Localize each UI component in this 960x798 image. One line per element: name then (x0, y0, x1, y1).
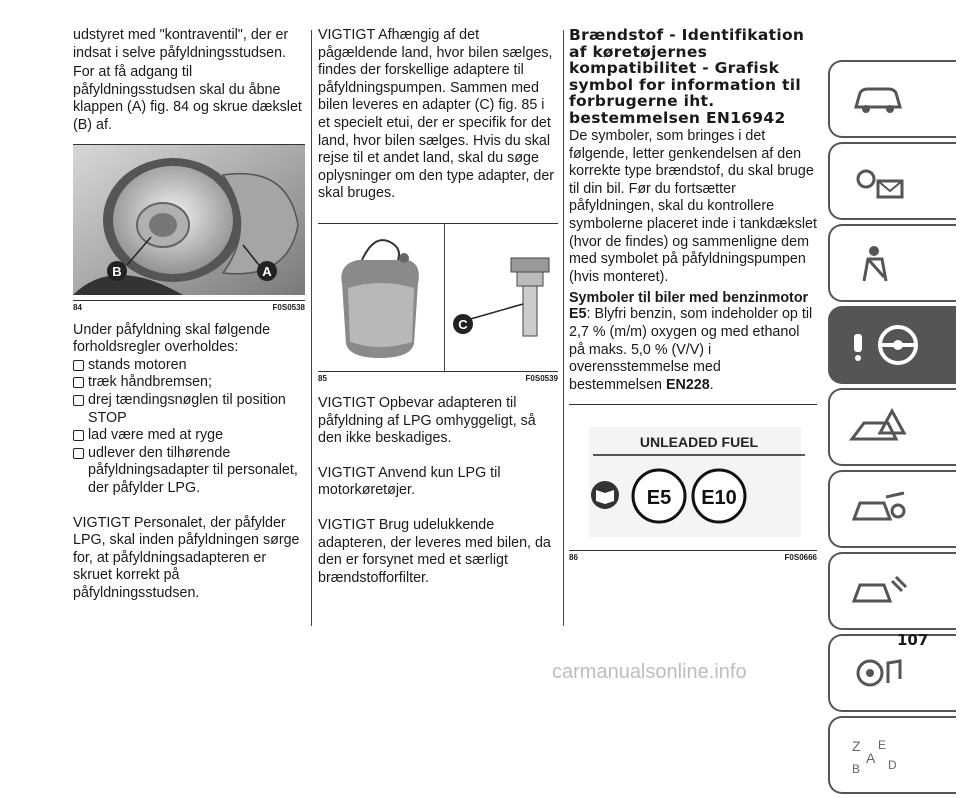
list-item: drej tændingsnøglen til position STOP (73, 392, 305, 427)
svg-text:Z: Z (852, 738, 861, 754)
list-item: lad være med at ryge (73, 427, 305, 445)
paragraph: VIGTIGT Opbevar adapteren til påfyldning af LPG omhyggeligt, så den ikke beskadiges. (318, 394, 536, 447)
list-item: stands motoren (73, 357, 305, 375)
safety-tab[interactable] (828, 224, 956, 302)
car-icon (848, 79, 908, 119)
paragraph: E5: Blyfri benzin, som indeholder op til 2,7 % (m/m) oxygen og med ethanol på maks. 5,0 % (V/V) i overensstemmelse med bestemmelsen EN228. (569, 306, 813, 393)
paragraph: VIGTIGT Afhængig af det pågældende land, hvor bilen sælges, findes der forskellige adaptere til påfyldningspumpen. Sammen med bilen leveres en adapter (C) fig. 85 i et specielt etui, der er specifik for det land, hvor bilen sælges. Hvis du skal rejse til et andet land, skal du søge oplysninger om den type adapter, der skal bruges. (318, 27, 555, 202)
badge-e10: E10 (701, 487, 737, 510)
banner-text: UNLEADED FUEL (639, 434, 759, 451)
column-3 (569, 27, 817, 562)
figure-code: F0S0666 (784, 553, 817, 563)
subheading: Symboler til biler med benzinmotor (569, 290, 809, 307)
tow-car-icon (848, 489, 908, 529)
watermark: carmanualsonline.info (552, 661, 747, 683)
fuel-symbol-illustration (569, 405, 817, 545)
label-c: C (458, 316, 468, 332)
column-divider (563, 30, 564, 626)
list-item: træk håndbremsen; (73, 374, 305, 392)
adapter-c-illustration (445, 224, 558, 371)
svg-text:B: B (852, 762, 861, 775)
column-divider (311, 30, 312, 626)
paragraph: VIGTIGT Brug udelukkende adapteren, der leveres med bilen, da den er forsynet med et særligt brændstofforfilter. (318, 516, 551, 586)
svg-text:D: D (888, 758, 897, 772)
multimedia-tab[interactable] (828, 634, 956, 712)
adapter-case-illustration (318, 224, 444, 371)
emergency-tab[interactable] (828, 470, 956, 548)
paragraph: Under påfyldning skal følgende forholdsregler overholdes: (73, 321, 271, 356)
figure-code: F0S0538 (272, 302, 305, 312)
alphabet-icon (848, 735, 908, 775)
label-b: B (112, 263, 122, 279)
badge-e5: E5 (646, 487, 672, 510)
figure-85 (318, 223, 558, 383)
column-2 (318, 27, 558, 587)
lights-tab[interactable] (828, 142, 956, 220)
figure-number: 85 (318, 373, 327, 383)
label-a: A (262, 263, 272, 279)
column-1 (73, 27, 305, 602)
figure-86 (569, 404, 817, 562)
steering-wheel-icon (848, 320, 928, 370)
dashboard-tab[interactable] (828, 60, 956, 138)
paragraph: De symboler, som bringes i det følgende, letter genkendelsen af den korrekte type brændstof, du skal bruge til din bil. Før du fortsætter påfyldningen, skal du kontrollere symbolerne placeret inde i tankdækslet (hvor de findes) og sammenligne dem med symbolet på påfyldningspumpen (hvis monteret). (569, 128, 817, 285)
warning-tab[interactable] (828, 388, 956, 466)
paragraph: For at få adgang til påfyldningsstudsen skal du åbne klappen (A) fig. 84 og skrue dækslet (B) af. (73, 64, 302, 133)
paragraph: udstyret med "kontraventil", der er indsat i selve påfyldningsstudsen. (73, 27, 289, 61)
section-heading: Brændstof - Identifikation af køretøjernes kompatibilitet - Grafisk symbol for information til forbrugerne iht. bestemmelsen EN16942 (569, 26, 805, 127)
list-item: udlever den tilhørende påfyldningsadapter til personalet, der påfylder LPG. (73, 445, 305, 498)
index-tab[interactable] (828, 716, 956, 794)
paragraph: VIGTIGT Personalet, der påfylder LPG, skal inden påfyldningen sørge for, at påfyldningsadapteren er skruet korrekt på påfyldningsstudsen. (73, 514, 300, 601)
multimedia-icon (848, 653, 908, 693)
svg-text:E: E (878, 738, 887, 752)
figure-number: 84 (73, 302, 82, 312)
paragraph: VIGTIGT Anvend kun LPG til motorkøretøjer. (318, 464, 501, 499)
seatbelt-icon (848, 243, 908, 283)
page-number: 107 (897, 631, 929, 649)
sun-envelope-icon (848, 161, 908, 201)
warning-car-icon (848, 407, 908, 447)
figure-code: F0S0539 (525, 373, 558, 383)
maintenance-tab[interactable] (828, 552, 956, 630)
starting-driving-tab[interactable] (828, 306, 956, 384)
chapter-tabs (828, 60, 960, 798)
wrench-car-icon (848, 571, 908, 611)
fuel-flap-illustration (73, 145, 305, 295)
svg-text:A: A (866, 750, 876, 766)
figure-number: 86 (569, 553, 578, 563)
figure-84 (73, 144, 305, 312)
